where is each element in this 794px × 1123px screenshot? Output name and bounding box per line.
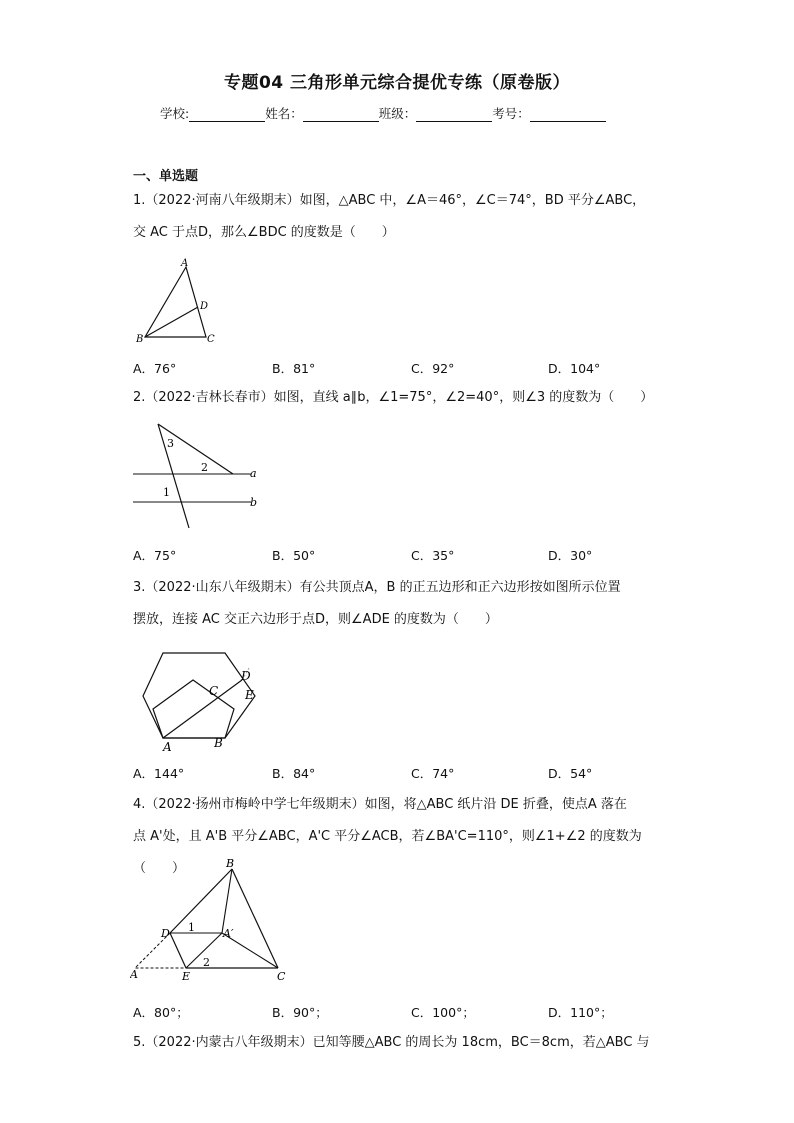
label-c: C bbox=[277, 970, 286, 983]
question-2-text bbox=[133, 382, 663, 414]
class-label: 班级： bbox=[378, 106, 417, 121]
label-c: C bbox=[207, 334, 215, 345]
label-e: E bbox=[182, 970, 191, 983]
label-e: E bbox=[245, 688, 254, 702]
page-title: 专题04 三角形单元综合提优专练（原卷版） bbox=[223, 73, 571, 93]
label-a: A bbox=[130, 968, 138, 981]
angle-3-label: 3 bbox=[167, 437, 174, 450]
label-b: B bbox=[136, 334, 144, 345]
question-3-option-c[interactable]: C．74° bbox=[411, 766, 455, 781]
regular-hexagon bbox=[143, 653, 255, 738]
question-2-option-c[interactable]: C．35° bbox=[411, 548, 455, 563]
question-4-line1: 4.（2022·扬州市梅岭中学七年级期末）如图，将△ABC 纸片沿 DE 折叠，使点A 落在 bbox=[133, 797, 627, 812]
question-4-line2: 点 A'处，且 A'B 平分∠ABC，A'C 平分∠ACB，若∠BA'C=110°，则∠1+∠2 的度数为（ ） bbox=[133, 829, 642, 876]
question-3-option-d[interactable]: D．54° bbox=[548, 766, 593, 781]
triangle-abc bbox=[145, 267, 209, 337]
label-a-prime: A′ bbox=[223, 927, 234, 940]
question-2-figure bbox=[133, 420, 263, 530]
label-b: b bbox=[250, 496, 258, 509]
question-5-text bbox=[133, 1027, 663, 1059]
school-label: 学校: bbox=[160, 106, 190, 121]
exam-no-blank bbox=[530, 107, 606, 122]
question-3-option-b[interactable]: B．84° bbox=[272, 766, 316, 781]
question-1-option-c[interactable]: C．92° bbox=[411, 361, 455, 376]
question-1-option-b[interactable]: B．81° bbox=[272, 361, 316, 376]
angle-2-label: 2 bbox=[203, 956, 210, 969]
label-b: B bbox=[214, 736, 223, 750]
question-3-line2: 摆放，连接 AC 交正六边形于点D，则∠ADE 的度数为（ ） bbox=[133, 612, 498, 627]
angle-1-label: 1 bbox=[188, 921, 195, 934]
exam-no-label: 考号： bbox=[492, 106, 530, 121]
question-1-line1: 1.（2022·河南八年级期末）如图，△ABC 中，∠A＝46°，∠C＝74°，BD 平分∠ABC， bbox=[133, 193, 646, 208]
question-3-figure bbox=[133, 645, 268, 755]
student-info-line bbox=[160, 104, 606, 122]
question-1-line2: 交 AC 于点D，那么∠BDC 的度数是（ ） bbox=[133, 225, 395, 240]
question-1-text bbox=[133, 185, 663, 249]
question-4-option-a[interactable]: A．80°； bbox=[133, 1005, 189, 1020]
label-d: D bbox=[200, 301, 209, 312]
label-d: D bbox=[161, 927, 170, 940]
question-3-option-a[interactable]: A．144° bbox=[133, 766, 185, 781]
question-2-line1: 2.（2022·吉林长春市）如图，直线 a∥b，∠1=75°，∠2=40°，则∠3 的度数为（ ） bbox=[133, 390, 654, 405]
label-c: C bbox=[209, 684, 219, 698]
question-4-figure bbox=[130, 855, 300, 985]
question-5-line1: 5.（2022·内蒙古八年级期末）已知等腰△ABC 的周长为 18cm，BC＝8cm，若△ABC 与 bbox=[133, 1035, 650, 1050]
label-d: D bbox=[241, 669, 251, 683]
question-1-option-d[interactable]: D．104° bbox=[548, 361, 601, 376]
question-2-option-b[interactable]: B．50° bbox=[272, 548, 316, 563]
question-4-option-c[interactable]: C．100°； bbox=[411, 1005, 475, 1020]
name-label: 姓名： bbox=[265, 106, 303, 121]
question-4-option-b[interactable]: B．90°； bbox=[272, 1005, 328, 1020]
class-blank bbox=[416, 107, 492, 122]
segment-ac bbox=[163, 680, 242, 738]
question-4-option-d[interactable]: D．110°； bbox=[548, 1005, 613, 1020]
angle-1-label: 1 bbox=[163, 486, 170, 499]
label-a: A bbox=[181, 258, 189, 269]
label-a: A bbox=[163, 740, 172, 754]
question-1-figure bbox=[133, 255, 223, 347]
school-blank bbox=[189, 107, 265, 122]
question-2-option-a[interactable]: A．75° bbox=[133, 548, 177, 563]
side-bd bbox=[170, 869, 232, 933]
name-blank bbox=[303, 107, 379, 122]
label-a: a bbox=[250, 467, 257, 480]
label-b: B bbox=[226, 857, 235, 870]
bisector-bd bbox=[145, 307, 198, 337]
question-3-line1: 3.（2022·山东八年级期末）有公共顶点A，B 的正五边形和正六边形按如图所示位置 bbox=[133, 580, 621, 595]
question-3-text bbox=[133, 572, 663, 636]
angle-2-label: 2 bbox=[201, 461, 208, 474]
fold-line-de bbox=[170, 933, 186, 968]
regular-pentagon bbox=[153, 680, 234, 738]
question-2-option-d[interactable]: D．30° bbox=[548, 548, 593, 563]
question-1-option-a[interactable]: A．76° bbox=[133, 361, 177, 376]
section-title: 一、单选题 bbox=[133, 169, 199, 184]
